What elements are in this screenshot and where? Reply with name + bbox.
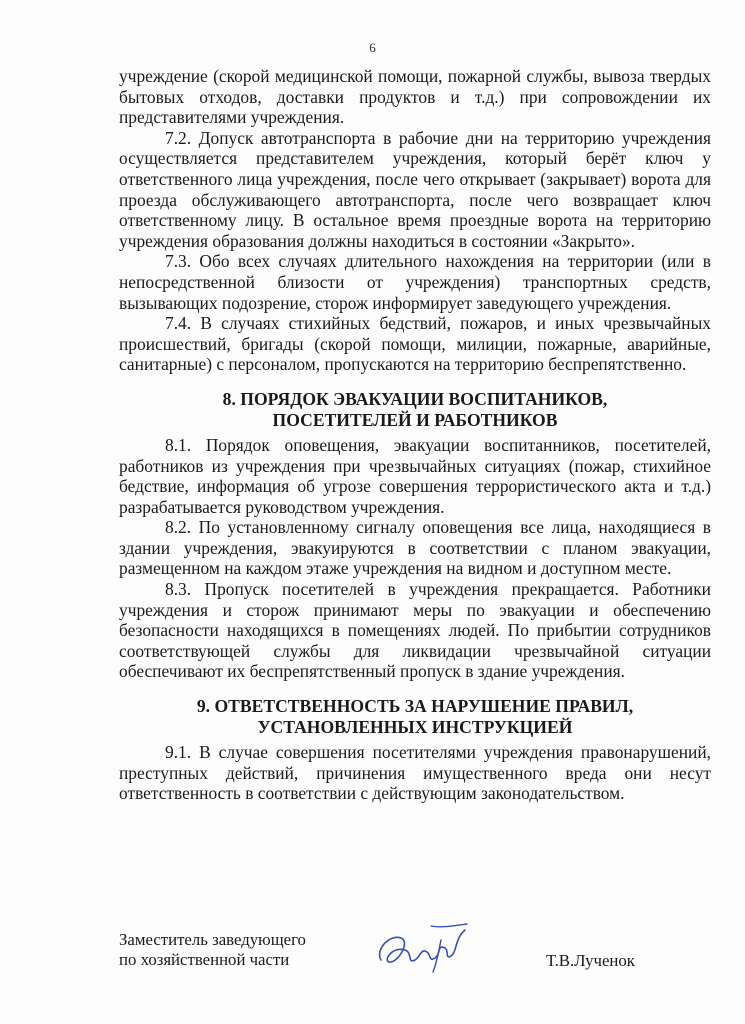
signatory-name: Т.В.Лученок [546, 951, 635, 970]
signatory-title: Заместитель заведующего по хозяйственной части [119, 930, 306, 969]
paragraph-8-2: 8.2. По установленному сигналу оповещения все лица, находящиеся в здании учреждения, эвакуируются в соответствии с планом эвакуации, размещенном на каждом этаже учреждения на видном и доступном месте. [119, 517, 711, 579]
paragraph-7-2: 7.2. Допуск автотранспорта в рабочие дни на территорию учреждения осуществляется представителем учреждения, который берёт ключ у ответственного лица учреждения, после чего открывает (закрывает) ворота для проезда обслуживающего автотранспорта, после чего возвращает ключ ответственному лицу. В остальное время проездные ворота на территорию учреждения образования должны находиться в состоянии «Закрыто». [119, 127, 711, 251]
document-body [119, 66, 711, 804]
paragraph-8-1: 8.1. Порядок оповещения, эвакуации воспитанников, посетителей, работников из учреждения при чрезвычайных ситуациях (пожар, стихийное бедствие, информация об угрозе совершения террористического акта и т.д.) разрабатывается руководством учреждения. [119, 434, 711, 517]
paragraph-7-3: 7.3. Обо всех случаях длительного нахождения на территории (или в непосредственной близости от учреждения) транспортных средств, вызывающих подозрение, сторож информирует заведующего учреждения. [119, 251, 711, 313]
section-heading-8: 8. ПОРЯДОК ЭВАКУАЦИИ ВОСПИТАНИКОВ, ПОСЕТИТЕЛЕЙ И РАБОТНИКОВ [222, 388, 608, 430]
page-number: 6 [369, 40, 376, 55]
section-heading-9: 9. ОТВЕТСТВЕННОСТЬ ЗА НАРУШЕНИЕ ПРАВИЛ, УСТАНОВЛЕННЫХ ИНСТРУКЦИЕЙ [196, 696, 634, 738]
paragraph-9-1: 9.1. В случае совершения посетителями учреждения правонарушений, преступных действий, причинения имущественного вреда они несут ответственность в соответствии с действующим законодательством. [119, 742, 711, 804]
signature-block [119, 930, 711, 990]
handwritten-signature [371, 920, 471, 976]
paragraph-7-4: 7.4. В случаях стихийных бедствий, пожаров, и иных чрезвычайных происшествий, бригады (скорой помощи, милиции, пожарные, аварийные, санитарные) с персоналом, пропускаются на территорию беспрепятственно. [119, 313, 711, 375]
paragraph-8-3: 8.3. Пропуск посетителей в учреждения прекращается. Работники учреждения и сторож принимают меры по эвакуации и обеспечению безопасности находящихся в помещениях людей. По прибытии сотрудников соответствующей службы для ликвидации чрезвычайной ситуации обеспечивают их беспрепятственный пропуск в здание учреждения. [119, 579, 711, 682]
paragraph-7-1-continuation: учреждение (скорой медицинской помощи, пожарной службы, вывоза твердых бытовых отходов, доставки продуктов и т.д.) при сопровождении их представителями учреждения. [119, 66, 711, 128]
